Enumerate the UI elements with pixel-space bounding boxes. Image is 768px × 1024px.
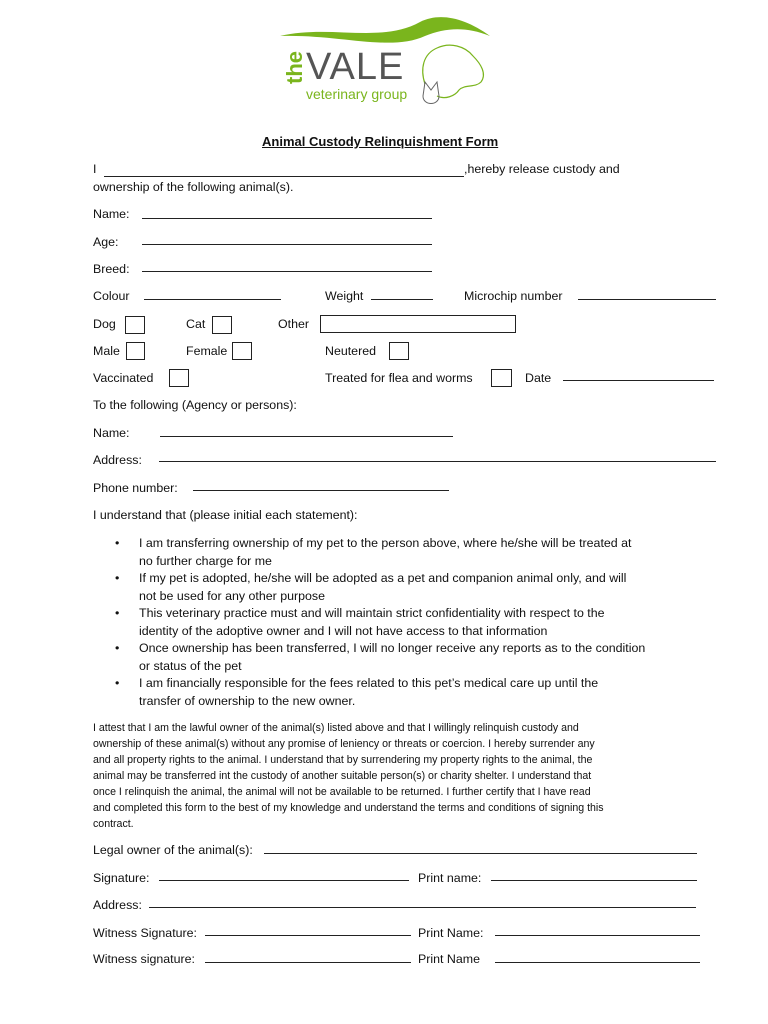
legal-owner-line[interactable] (264, 853, 697, 854)
other-label: Other (278, 317, 309, 331)
colour-label: Colour (93, 289, 130, 303)
age-line[interactable] (142, 244, 432, 245)
microchip-label: Microchip number (464, 289, 563, 303)
statement-item: • This veterinary practice must and will maintain strict confidentiality with respect to the identity of the adoptive owner and I will not have access to that information (93, 605, 699, 640)
vaccinated-label: Vaccinated (93, 371, 154, 385)
intro-after: ,hereby release custody and (464, 162, 620, 176)
flea-label: Treated for flea and worms (325, 371, 473, 385)
print-name3-label: Print Name (418, 952, 480, 966)
colour-line[interactable] (144, 299, 281, 300)
statement-item: • If my pet is adopted, he/she will be adopted as a pet and companion animal only, and will not be used for any other purpose (93, 570, 699, 605)
name-line[interactable] (142, 218, 432, 219)
witness-sig2-label: Witness signature: (93, 952, 195, 966)
intro-line2: ownership of the following animal(s). (93, 180, 294, 194)
flea-checkbox[interactable] (491, 369, 512, 387)
logo-group: veterinary group (306, 86, 408, 102)
statement-item: • I am financially responsible for the fees related to this pet’s medical care up until the transfer of ownership to the new owner. (93, 675, 699, 710)
cat-label: Cat (186, 317, 206, 331)
address-label: Address: (93, 453, 142, 467)
weight-label: Weight (325, 289, 364, 303)
attest-line: once I relinquish the animal, the animal will not be available to be returned. I further certify that I have read (93, 786, 591, 798)
signature-line[interactable] (159, 880, 409, 881)
male-label: Male (93, 344, 120, 358)
phone-line[interactable] (193, 490, 449, 491)
legal-owner-label: Legal owner of the animal(s): (93, 843, 253, 857)
breed-line[interactable] (142, 271, 432, 272)
attest-line: and all property rights to the animal. I understand that by surrendering my property rights to the animal, the (93, 754, 593, 766)
attest-line: I attest that I am the lawful owner of the animal(s) listed above and that I willingly relinquish custody and (93, 722, 579, 734)
print-name3-line[interactable] (495, 962, 700, 963)
dog-label: Dog (93, 317, 116, 331)
print-name2-label: Print Name: (418, 926, 484, 940)
form-title: Animal Custody Relinquishment Form (262, 134, 499, 149)
dog-checkbox[interactable] (125, 316, 145, 334)
to-following: To the following (Agency or persons): (93, 398, 297, 412)
weight-line[interactable] (371, 299, 433, 300)
owner-name-line[interactable] (104, 176, 464, 177)
print-name-line[interactable] (491, 880, 697, 881)
microchip-line[interactable] (578, 299, 716, 300)
logo-the: the (282, 51, 307, 84)
name-label: Name: (93, 207, 130, 221)
statement-item: • Once ownership has been transferred, I will no longer receive any reports as to the condition or status of the pet (93, 640, 699, 675)
witness-sig-line[interactable] (205, 935, 411, 936)
breed-label: Breed: (93, 262, 130, 276)
attest-line: ownership of these animal(s) without any promise of leniency or threats or coercion. I hereby surrender any (93, 738, 595, 750)
neutered-checkbox[interactable] (389, 342, 409, 360)
address-line[interactable] (159, 461, 716, 462)
phone-label: Phone number: (93, 481, 178, 495)
address2-label: Address: (93, 898, 142, 912)
signature-label: Signature: (93, 871, 150, 885)
address2-line[interactable] (149, 907, 696, 908)
logo-vale: VALE (306, 46, 405, 88)
male-checkbox[interactable] (126, 342, 145, 360)
witness-sig2-line[interactable] (205, 962, 411, 963)
cat-checkbox[interactable] (212, 316, 232, 334)
recipient-name-label: Name: (93, 426, 130, 440)
witness-sig-label: Witness Signature: (93, 926, 197, 940)
age-label: Age: (93, 235, 119, 249)
recipient-name-line[interactable] (160, 436, 453, 437)
attestation-paragraph (93, 720, 678, 832)
statement-list (93, 535, 699, 710)
neutered-label: Neutered (325, 344, 376, 358)
attest-line: animal may be transferred int the custody of another suitable person(s) or charity shelter. I understand that (93, 770, 592, 782)
understand-text: I understand that (please initial each statement): (93, 508, 358, 522)
statement-item: • I am transferring ownership of my pet to the person above, where he/she will be treated at no further charge for me (93, 535, 699, 570)
dog-cat-outline-icon (415, 34, 495, 109)
female-checkbox[interactable] (232, 342, 252, 360)
vaccinated-checkbox[interactable] (169, 369, 189, 387)
attest-line: and completed this form to the best of my knowledge and understand the terms and conditions of signing this (93, 802, 604, 814)
logo (270, 14, 500, 109)
other-input[interactable] (320, 315, 516, 333)
attest-line: contract. (93, 818, 134, 830)
female-label: Female (186, 344, 228, 358)
print-name-label: Print name: (418, 871, 482, 885)
print-name2-line[interactable] (495, 935, 700, 936)
intro-i: I (93, 162, 97, 176)
date-line[interactable] (563, 380, 714, 381)
date-label: Date (525, 371, 552, 385)
